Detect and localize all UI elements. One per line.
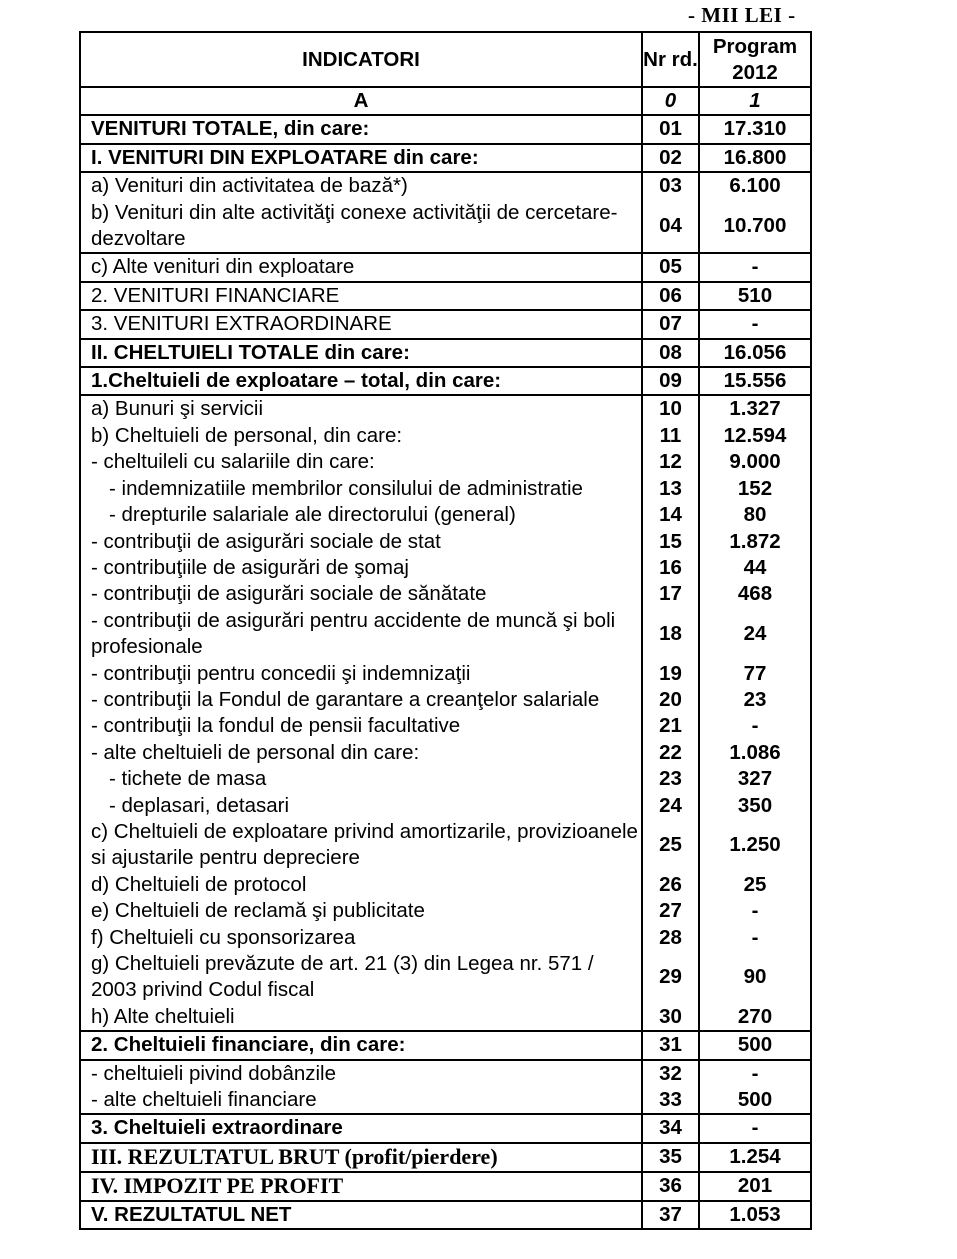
row-number: 15	[642, 529, 699, 555]
table-row	[80, 367, 811, 395]
row-value: 77	[699, 661, 811, 687]
row-label: a) Venituri din activitatea de bază*)	[80, 172, 642, 199]
row-number: 18	[642, 608, 699, 661]
row-label: c) Alte venituri din exploatare	[80, 253, 642, 281]
row-number: 32	[642, 1060, 699, 1087]
table-row	[80, 502, 811, 528]
table-row	[80, 449, 811, 475]
row-value: 350	[699, 793, 811, 819]
table-row	[80, 819, 811, 872]
row-value: -	[699, 1114, 811, 1142]
row-value: 1.053	[699, 1201, 811, 1229]
row-value: 510	[699, 282, 811, 310]
table-row	[80, 476, 811, 502]
row-number: 07	[642, 310, 699, 338]
row-value: -	[699, 1060, 811, 1087]
table-row	[80, 687, 811, 713]
table-row	[80, 200, 811, 254]
row-value: 44	[699, 555, 811, 581]
row-value: 9.000	[699, 449, 811, 475]
row-value: -	[699, 898, 811, 924]
row-label: h) Alte cheltuieli	[80, 1004, 642, 1031]
table-row	[80, 253, 811, 281]
row-value: 80	[699, 502, 811, 528]
table-row	[80, 282, 811, 310]
table-header-row	[80, 32, 811, 87]
row-number: 16	[642, 555, 699, 581]
row-label: - contribuţii pentru concedii şi indemnizaţii	[80, 661, 642, 687]
row-number: 21	[642, 713, 699, 739]
table-row	[80, 1143, 811, 1172]
row-value: 201	[699, 1172, 811, 1201]
row-number: 25	[642, 819, 699, 872]
row-value: 152	[699, 476, 811, 502]
subheader-a: A	[80, 87, 642, 115]
row-number: 36	[642, 1172, 699, 1201]
row-label: g) Cheltuieli prevăzute de art. 21 (3) din Legea nr. 571 / 2003 privind Codul fiscal	[80, 951, 642, 1004]
row-value: -	[699, 925, 811, 951]
table-row	[80, 1114, 811, 1142]
table-row	[80, 395, 811, 422]
row-number: 22	[642, 740, 699, 766]
row-label: e) Cheltuieli de reclamă şi publicitate	[80, 898, 642, 924]
row-label: f) Cheltuieli cu sponsorizarea	[80, 925, 642, 951]
row-value: -	[699, 253, 811, 281]
table-row	[80, 115, 811, 143]
row-number: 19	[642, 661, 699, 687]
table-row	[80, 951, 811, 1004]
table-row	[80, 740, 811, 766]
row-label: - contribuţii de asigurări pentru accidente de muncă şi boli profesionale	[80, 608, 642, 661]
row-label: 3. Cheltuieli extraordinare	[80, 1114, 642, 1142]
row-label: - deplasari, detasari	[80, 793, 642, 819]
row-number: 17	[642, 581, 699, 607]
row-label: - contribuţii de asigurări sociale de sănătate	[80, 581, 642, 607]
table-row	[80, 898, 811, 924]
row-number: 10	[642, 395, 699, 422]
table-row	[80, 1060, 811, 1087]
row-value: 15.556	[699, 367, 811, 395]
table-row	[80, 310, 811, 338]
table-row	[80, 793, 811, 819]
row-label: - drepturile salariale ale directorului (general)	[80, 502, 642, 528]
row-value: 1.086	[699, 740, 811, 766]
table-row	[80, 172, 811, 199]
unit-label: - MII LEI -	[688, 3, 796, 27]
table-row	[80, 661, 811, 687]
row-number: 20	[642, 687, 699, 713]
row-label: - tichete de masa	[80, 766, 642, 792]
row-number: 08	[642, 339, 699, 367]
row-label: - alte cheltuieli de personal din care:	[80, 740, 642, 766]
row-number: 29	[642, 951, 699, 1004]
row-value: 17.310	[699, 115, 811, 143]
table-row	[80, 1031, 811, 1059]
row-label: 2. VENITURI FINANCIARE	[80, 282, 642, 310]
table-row	[80, 581, 811, 607]
row-value: 24	[699, 608, 811, 661]
row-number: 37	[642, 1201, 699, 1229]
row-label: III. REZULTATUL BRUT (profit/pierdere)	[80, 1143, 642, 1172]
row-value: 16.056	[699, 339, 811, 367]
row-value: 500	[699, 1031, 811, 1059]
row-number: 12	[642, 449, 699, 475]
row-value: 23	[699, 687, 811, 713]
row-value: 16.800	[699, 144, 811, 172]
row-value: 90	[699, 951, 811, 1004]
row-label: - cheltuileli cu salariile din care:	[80, 449, 642, 475]
table-row	[80, 1201, 811, 1229]
row-label: - cheltuieli pivind dobânzile	[80, 1060, 642, 1087]
row-value: 500	[699, 1087, 811, 1114]
row-number: 02	[642, 144, 699, 172]
table-row	[80, 1087, 811, 1114]
row-number: 11	[642, 423, 699, 449]
table-row	[80, 423, 811, 449]
row-number: 24	[642, 793, 699, 819]
subheader-b: 0	[642, 87, 699, 115]
header-row-no: Nr rd.	[642, 32, 699, 87]
row-value: 270	[699, 1004, 811, 1031]
row-number: 31	[642, 1031, 699, 1059]
row-value: 468	[699, 581, 811, 607]
row-label: I. VENITURI DIN EXPLOATARE din care:	[80, 144, 642, 172]
row-label: V. REZULTATUL NET	[80, 1201, 642, 1229]
row-number: 01	[642, 115, 699, 143]
row-value: -	[699, 310, 811, 338]
row-label: II. CHELTUIELI TOTALE din care:	[80, 339, 642, 367]
row-number: 34	[642, 1114, 699, 1142]
row-value: 1.872	[699, 529, 811, 555]
row-value: 1.250	[699, 819, 811, 872]
row-number: 27	[642, 898, 699, 924]
table-row	[80, 339, 811, 367]
table-subheader-row	[80, 87, 811, 115]
table-row	[80, 1172, 811, 1201]
row-label: - indemnizatiile membrilor consilului de administratie	[80, 476, 642, 502]
row-label: - contribuţii la Fondul de garantare a creanţelor salariale	[80, 687, 642, 713]
row-label: - alte cheltuieli financiare	[80, 1087, 642, 1114]
row-number: 09	[642, 367, 699, 395]
row-value: 12.594	[699, 423, 811, 449]
table-row	[80, 713, 811, 739]
row-label: - contribuţii la fondul de pensii facultative	[80, 713, 642, 739]
table-row	[80, 766, 811, 792]
table-row	[80, 529, 811, 555]
header-indicators: INDICATORI	[80, 32, 642, 87]
row-number: 35	[642, 1143, 699, 1172]
table-row	[80, 925, 811, 951]
row-number: 23	[642, 766, 699, 792]
row-number: 04	[642, 200, 699, 254]
row-label: 2. Cheltuieli financiare, din care:	[80, 1031, 642, 1059]
row-number: 33	[642, 1087, 699, 1114]
row-label: d) Cheltuieli de protocol	[80, 872, 642, 898]
row-label: b) Cheltuieli de personal, din care:	[80, 423, 642, 449]
header-program: Program 2012	[699, 32, 811, 87]
row-number: 06	[642, 282, 699, 310]
row-label: 3. VENITURI EXTRAORDINARE	[80, 310, 642, 338]
budget-table	[79, 31, 812, 1230]
subheader-c: 1	[699, 87, 811, 115]
row-value: 10.700	[699, 200, 811, 254]
row-label: a) Bunuri şi servicii	[80, 395, 642, 422]
row-number: 28	[642, 925, 699, 951]
row-number: 03	[642, 172, 699, 199]
row-label: b) Venituri din alte activităţi conexe activităţii de cercetare-dezvoltare	[80, 200, 642, 254]
row-value: 25	[699, 872, 811, 898]
row-label: - contribuţiile de asigurări de şomaj	[80, 555, 642, 581]
row-value: 1.254	[699, 1143, 811, 1172]
row-number: 26	[642, 872, 699, 898]
row-number: 05	[642, 253, 699, 281]
table-row	[80, 144, 811, 172]
row-number: 13	[642, 476, 699, 502]
table-row	[80, 555, 811, 581]
table-row	[80, 1004, 811, 1031]
row-label: - contribuţii de asigurări sociale de stat	[80, 529, 642, 555]
table-row	[80, 872, 811, 898]
table-row	[80, 608, 811, 661]
row-value: 6.100	[699, 172, 811, 199]
row-value: 1.327	[699, 395, 811, 422]
row-value: -	[699, 713, 811, 739]
row-label: VENITURI TOTALE, din care:	[80, 115, 642, 143]
row-value: 327	[699, 766, 811, 792]
row-label: c) Cheltuieli de exploatare privind amortizarile, provizioanele si ajustarile pentru depreciere	[80, 819, 642, 872]
row-number: 30	[642, 1004, 699, 1031]
row-label: IV. IMPOZIT PE PROFIT	[80, 1172, 642, 1201]
row-label: 1.Cheltuieli de exploatare – total, din care:	[80, 367, 642, 395]
row-number: 14	[642, 502, 699, 528]
